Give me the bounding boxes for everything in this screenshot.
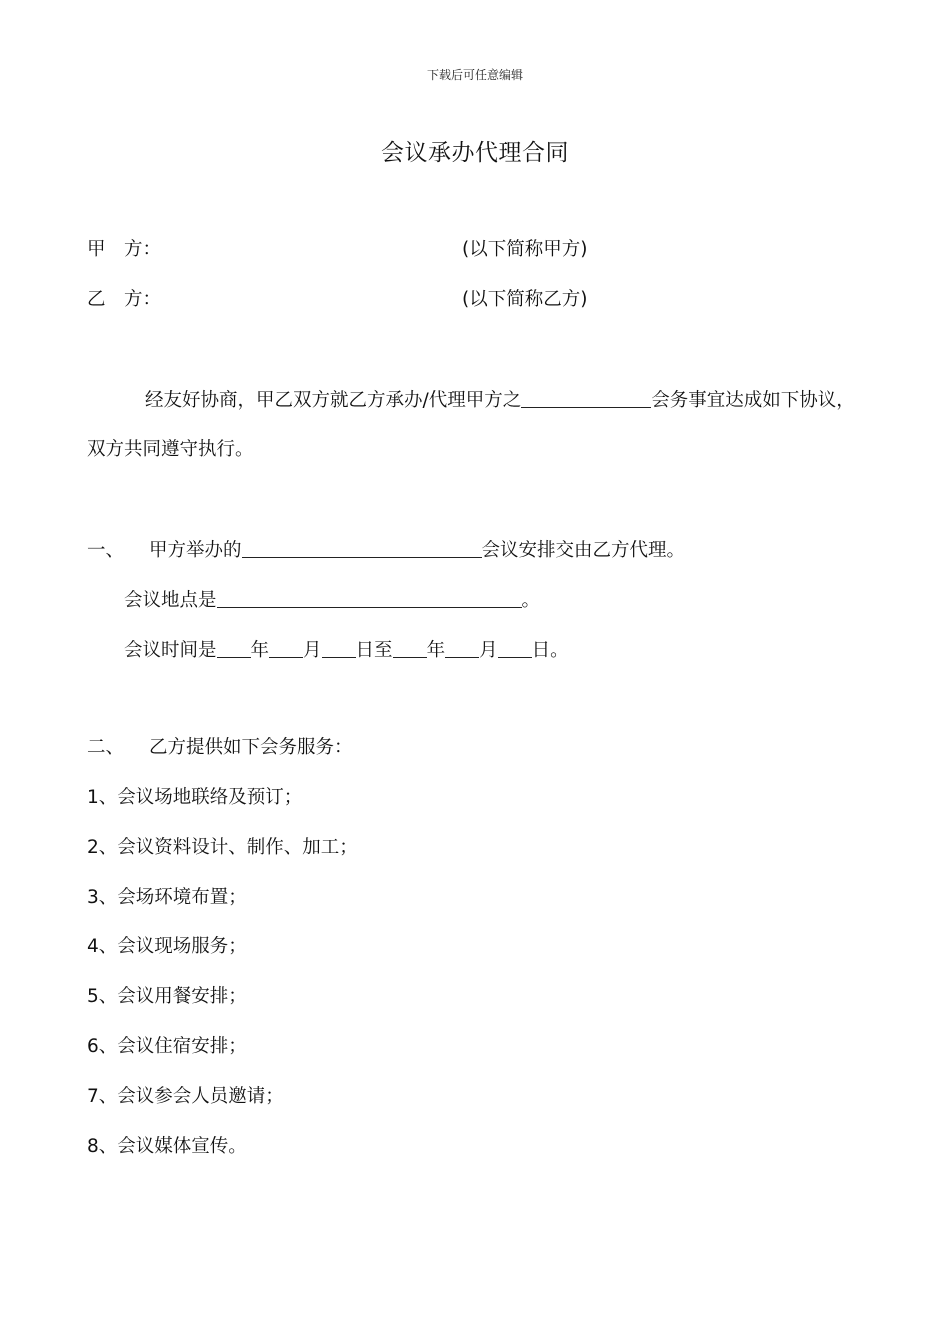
- preamble-line-2: 双方共同遵守执行。: [87, 439, 254, 460]
- meeting-place-line: [124, 587, 540, 614]
- service-item: 4、会议现场服务；: [87, 936, 247, 957]
- header-note: 下载后可任意编辑: [426, 68, 523, 82]
- party-b-note: (以下简称乙方): [462, 289, 588, 310]
- section-2-title: 乙方提供如下会务服务：: [149, 737, 353, 758]
- section-2-number: 二、: [87, 737, 125, 758]
- party-a-note: (以下简称甲方): [462, 239, 588, 260]
- section-1-number: 一、: [87, 540, 125, 561]
- service-item: 6、会议住宿安排；: [87, 1036, 247, 1057]
- service-item: 8、会议媒体宣传。: [87, 1136, 247, 1157]
- service-item: 5、会议用餐安排；: [87, 986, 247, 1007]
- end-day-label: 日。: [531, 640, 569, 661]
- meeting-time-line: [124, 637, 569, 664]
- meeting-matter-blank: [521, 387, 651, 408]
- start-day-label: 日至: [355, 640, 393, 661]
- meeting-time-label: 会议时间是: [124, 640, 217, 661]
- service-item: 3、会场环境布置；: [87, 887, 247, 908]
- service-item: 1、会议场地联络及预订；: [87, 787, 303, 808]
- start-day-blank: [322, 637, 356, 658]
- preamble-line-1: [145, 387, 855, 414]
- end-month-blank: [445, 637, 479, 658]
- section-1-line-1: [87, 537, 685, 564]
- party-b-row: [87, 287, 161, 313]
- party-b-label: 乙 方：: [87, 289, 162, 310]
- meeting-name-blank: [242, 537, 482, 558]
- section-1-text-after: 会议安排交由乙方代理。: [481, 540, 686, 561]
- preamble-text-before: 经友好协商，甲乙双方就乙方承办/代理甲方之: [145, 390, 522, 411]
- end-day-blank: [498, 637, 532, 658]
- meeting-place-end: 。: [521, 590, 541, 611]
- start-year-label: 年: [250, 640, 270, 661]
- end-year-label: 年: [426, 640, 446, 661]
- start-year-blank: [217, 637, 251, 658]
- end-month-label: 月: [479, 640, 498, 661]
- document-title: 会议承办代理合同: [381, 140, 569, 166]
- end-year-blank: [393, 637, 427, 658]
- service-item: 2、会议资料设计、制作、加工；: [87, 837, 358, 858]
- party-a-label: 甲 方：: [87, 239, 162, 260]
- meeting-place-label: 会议地点是: [124, 590, 217, 611]
- start-month-blank: [269, 637, 303, 658]
- preamble-text-after: 会务事宜达成如下协议，: [651, 390, 855, 411]
- party-a-row: [87, 237, 161, 263]
- section-1-text-before: 甲方举办的: [149, 540, 242, 561]
- meeting-place-blank: [217, 587, 522, 608]
- start-month-label: 月: [303, 640, 322, 661]
- section-2-heading: [87, 735, 353, 761]
- service-item: 7、会议参会人员邀请；: [87, 1086, 284, 1107]
